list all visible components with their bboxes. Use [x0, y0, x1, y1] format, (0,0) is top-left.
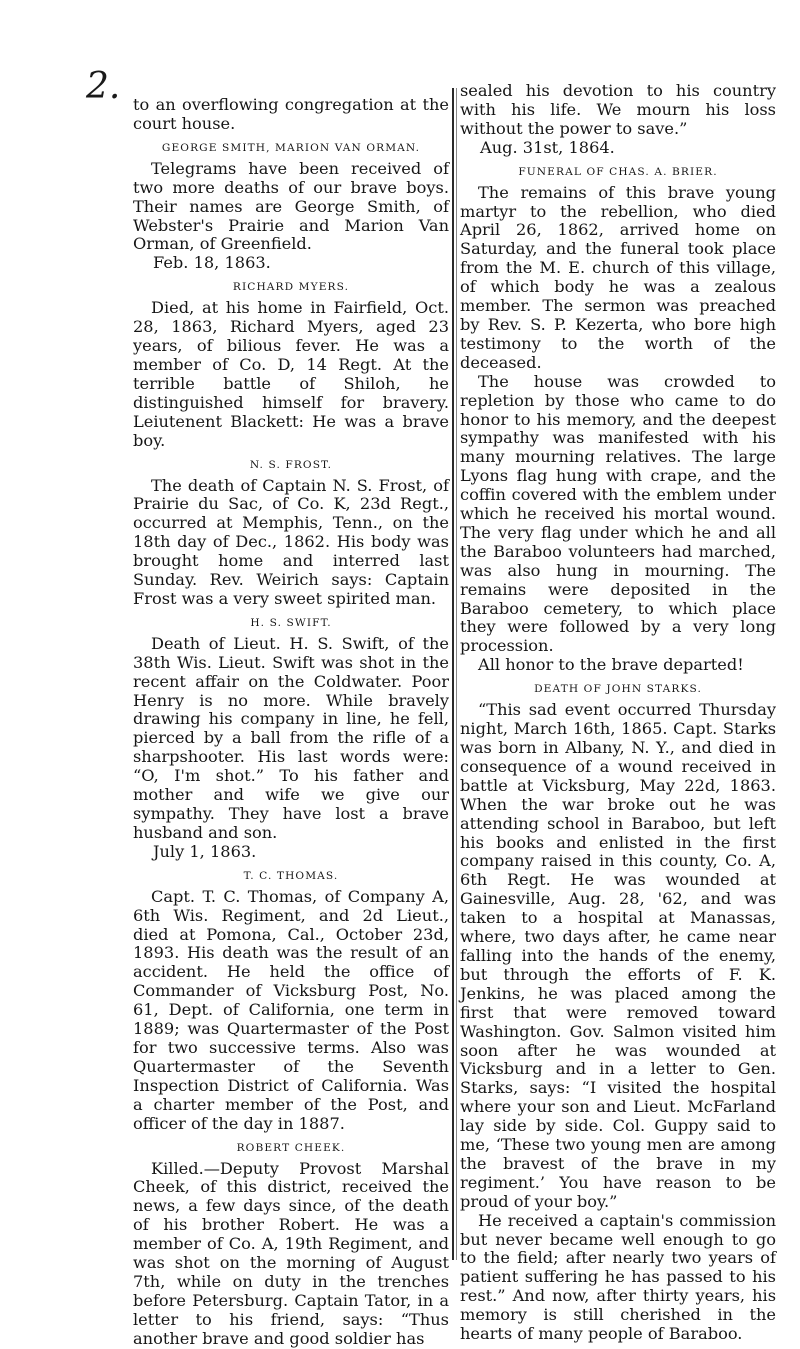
text-paragraph: Telegrams have been received of two more deaths of our brave boys. Their names are George Smith, of Webster's Prairie and Marion Van Orman, of Greenfield. — [133, 158, 449, 254]
section-heading: ROBERT CHEEK. — [236, 1141, 346, 1154]
text-paragraph: “This sad event occurred Thursday night, March 16th, 1865. Capt. Starks was born in Albany, N. Y., and died in consequence of a wound received in battle at Vicksburg, May 22d, 1863. When the war broke out he was attending school in Baraboo, but left his books and enlisted in the first company raised in this county, Co. A, 6th Regt. He was wounded at Gainesville, Aug. 28, '62, and was taken to a hospital at Manassas, where, two days after, he came near falling into the hands of the enemy, but through the efforts of F. K. Jenkins, he was placed among the first that were removed toward Washington. Gov. Salmon visited him soon after he was wounded at Vicksburg and in a letter to Gen. Starks, says: “I visited the hospital where your son and Lieut. McFarland lay side by side. Col. Guppy said to me, ‘These two young men are among the bravest of the brave in my regiment.’ You have reason to be proud of your boy.” — [460, 700, 776, 1211]
text-paragraph: The death of Captain N. S. Frost, of Prairie du Sac, of Co. K, 23d Regt., occurred at Memphis, Tenn., on the 18th day of Dec., 1862. His body was brought home and interred last Sunday. Rev. Weirich says: Captain Frost was a very sweet spirited man. — [133, 475, 449, 608]
section-heading: GEORGE SMITH, MARION VAN ORMAN. — [161, 141, 421, 154]
section-heading: FUNERAL OF CHAS. A. BRIER. — [518, 165, 718, 178]
right-column — [460, 82, 776, 1344]
dateline: July 1, 1863. — [153, 841, 257, 861]
text-paragraph: sealed his devotion to his country with his life. We mourn his loss without the power to save.” — [460, 81, 776, 138]
text-paragraph: He received a captain's commission but never became well enough to go to the field; after nearly two years of patient suffering he has passed to his rest.” And now, after thirty years, his memory is still cherished in the hearts of many people of Baraboo. — [460, 1210, 776, 1344]
text-paragraph: Death of Lieut. H. S. Swift, of the 38th Wis. Lieut. Swift was shot in the recent affair on the Coldwater. Poor Henry is no more. While bravely drawing his company in line, he fell, pierced by a ball from the rifle of a sharpshooter. His last words were: “O, I'm shot.” To his father and mother and wife we give our sympathy. They have lost a brave husband and son. — [133, 633, 449, 842]
text-paragraph: to an overflowing congregation at the court house. — [133, 95, 449, 133]
text-paragraph: The house was crowded to repletion by those who came to do honor to his memory, and the deepest sympathy was manifested with his many mourning relatives. The large Lyons flag hung with crape, and the coffin covered with the emblem under which he received his mortal wound. The very flag under which he and all the Baraboo volunteers had marched, was also hung in mourning. The remains were deposited in the Baraboo cemetery, to which place they were followed by a very long procession. — [460, 371, 776, 656]
section-heading: T. C. THOMAS. — [243, 869, 339, 882]
section-heading: N. S. FROST. — [249, 458, 333, 471]
column-divider-shadow — [456, 88, 457, 1260]
text-paragraph: The remains of this brave young martyr to the rebellion, who died April 26, 1862, arrived home on Saturday, and the funeral took place from the M. E. church of this village, of which body he was a zealous member. The sermon was preached by Rev. S. P. Kezerta, who bore high testimony to the worth of the deceased. — [460, 182, 776, 372]
left-column — [133, 96, 449, 1349]
text-paragraph: Capt. T. C. Thomas, of Company A, 6th Wis. Regiment, and 2d Lieut., died at Pomona, Cal., October 23d, 1893. His death was the result of an accident. He held the office of Commander of Vicksburg Post, No. 61, Dept. of California, one term in 1889; was Quartermaster of the Post for two successive terms. Also was Quartermaster of the Seventh Inspection District of California. Was a charter member of the Post, and officer of the day in 1887. — [133, 886, 449, 1133]
page-number: 2. — [86, 66, 121, 107]
text-paragraph: All honor to the brave departed! — [478, 655, 744, 675]
dateline: Feb. 18, 1863. — [153, 253, 271, 273]
section-heading: H. S. SWIFT. — [250, 616, 332, 629]
section-heading: DEATH OF JOHN STARKS. — [534, 683, 702, 696]
text-paragraph: Died, at his home in Fairfield, Oct. 28, 1863, Richard Myers, aged 23 years, of bilious fever. He was a member of Co. D, 14 Regt. At the terrible battle of Shiloh, he distinguished himself for bravery. Leiutenent Blackett: He was a brave boy. — [133, 298, 449, 450]
column-divider — [452, 88, 454, 1260]
dateline: Aug. 31st, 1864. — [480, 137, 615, 157]
text-paragraph: Killed.—Deputy Provost Marshal Cheek, of this district, received the news, a few days since, of the death of his brother Robert. He was a member of Co. A, 19th Regiment, and was shot on the morning of August 7th, while on duty in the trenches before Petersburg. Captain Tator, in a letter to his friend, says: “Thus another brave and good soldier has — [133, 1158, 449, 1348]
section-heading: RICHARD MYERS. — [232, 281, 350, 294]
